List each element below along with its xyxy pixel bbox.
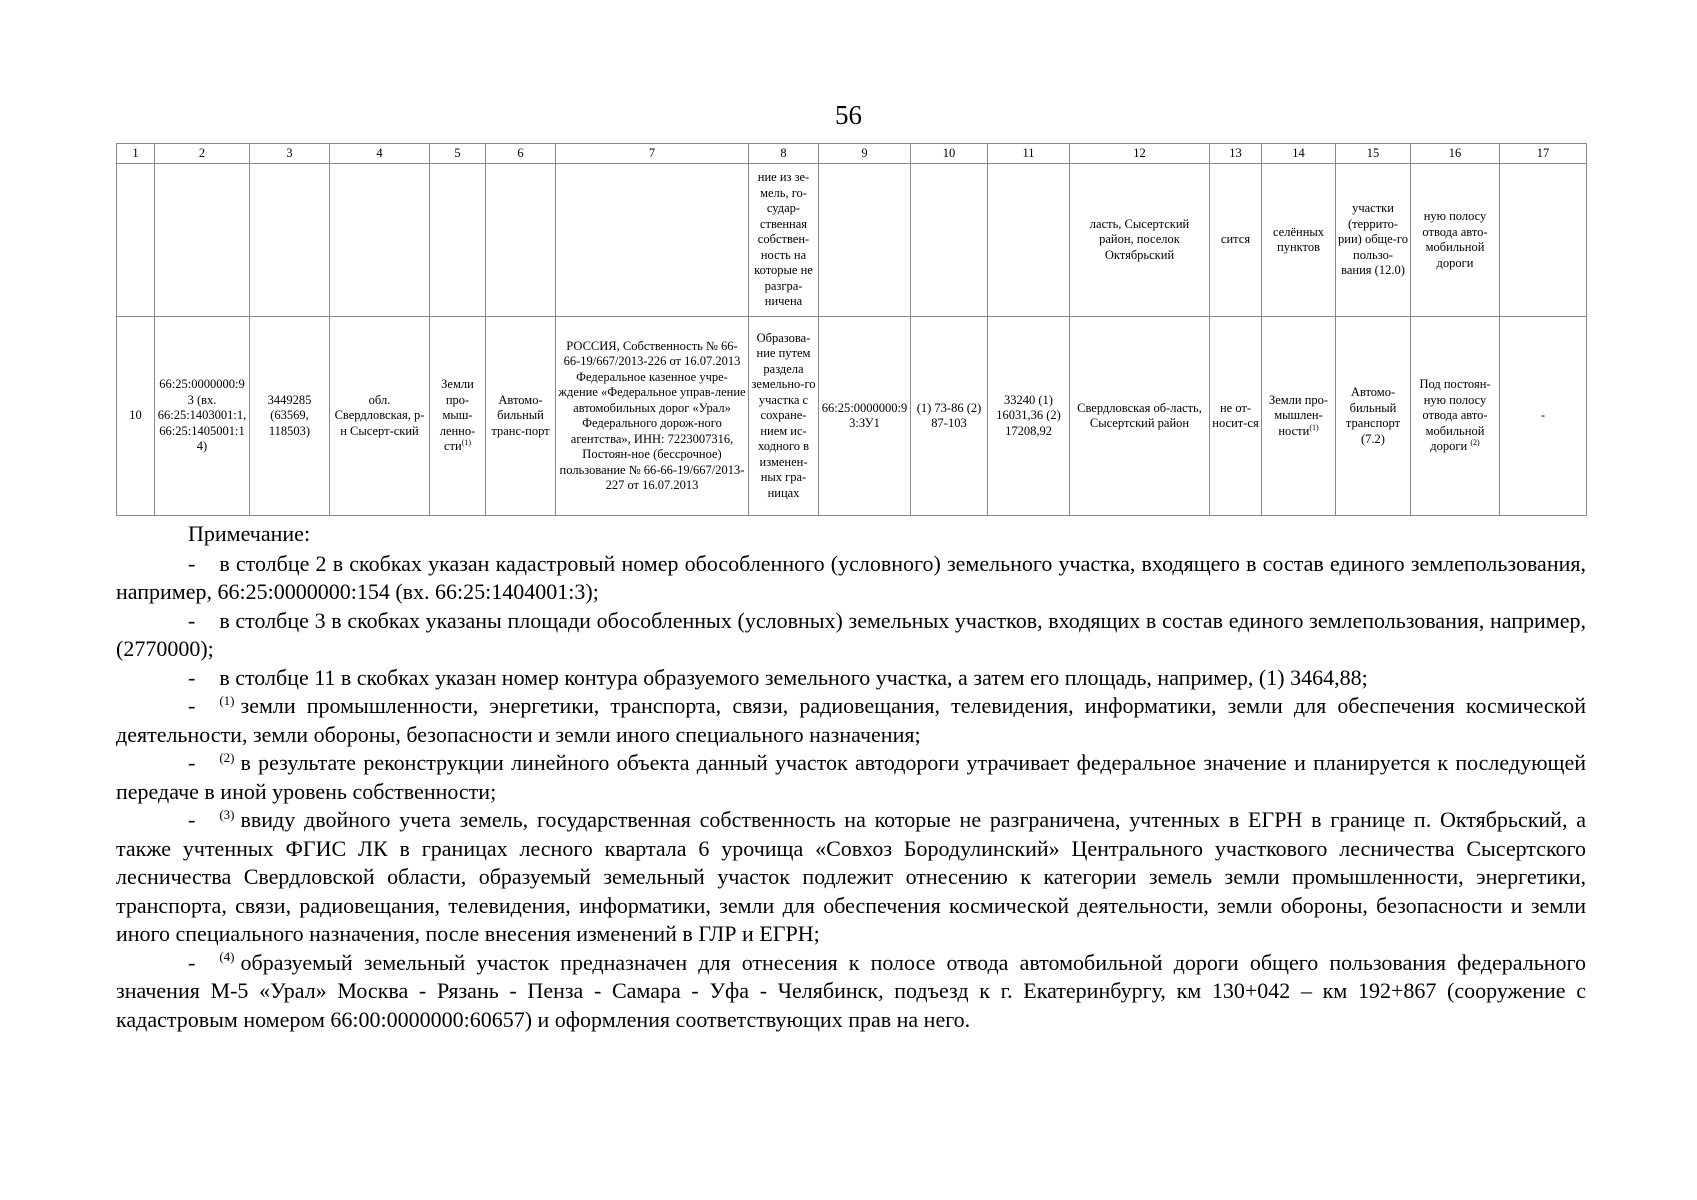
new-area-cell: 33240 (1) 16031,36 (2) 17208,92 [988, 317, 1070, 516]
note-item [116, 607, 1586, 664]
note-item [116, 664, 1586, 693]
column-number: 8 [749, 144, 819, 164]
column-number-row [117, 144, 1587, 164]
continuation-row [117, 164, 1587, 317]
footnote-mark: (1) [1309, 422, 1319, 432]
page-number: 56 [835, 100, 862, 130]
footnote-mark: (1) [219, 692, 235, 708]
land-plot-table [116, 143, 1587, 516]
table-cell [1500, 164, 1587, 317]
dash-marker: - [188, 664, 196, 690]
table-cell [556, 164, 749, 317]
column-number: 13 [1210, 144, 1262, 164]
column-number: 15 [1336, 144, 1411, 164]
footnote-mark: (4) [219, 949, 235, 965]
table-cell [988, 164, 1070, 317]
note-text: в столбце 2 в скобках указан кадастровый номер обособленного (условного) земельного участка, входящего в состав единого землепользования, например, 66:25:0000000:154 (вх. 66:25:1404001:3); [116, 550, 1586, 604]
column-number: 2 [155, 144, 250, 164]
dash-marker: - [188, 807, 196, 832]
cadastral-number-cell: 66:25:0000000:93 (вх. 66:25:1403001:1, 66:25:1405001:14) [155, 317, 250, 516]
footnote-mark: (3) [219, 806, 235, 822]
column-number: 7 [556, 144, 749, 164]
table-cell: - [1500, 317, 1587, 516]
table-cell: ние из зе-мель, го-судар-ственная собствен-ность на которые не разгра-ничена [749, 164, 819, 317]
note-item [116, 749, 1586, 806]
note-item [116, 806, 1586, 949]
table-cell [155, 164, 250, 317]
note-text: земли промышленности, энергетики, транспорта, связи, радиовещания, телевидения, информатики, земли для обеспечения космической деятельности, земли обороны, безопасности и земли иного специального назначения; [116, 693, 1586, 747]
table-cell: селённых пунктов [1262, 164, 1336, 317]
note-text: ввиду двойного учета земель, государственная собственность на которые не разграничена, учтенных в ЕГРН в границе п. Октябрьский, а также учтенных ФГИС ЛК в границах лесного квартала 6 урочища «Совхоз Бородулинский» Центрального участкового лесничества Сысертского лесничества Свердловской области, образуемый земельный участок подлежит отнесению к категории земель земли промышленности, энергетики, транспорта, связи, радиовещания, телевидения, информатики, земли для обеспечения космической деятельности, земли обороны, безопасности и земли иного специального назначения, после внесения изменений в ГЛР и ЕГРН; [116, 807, 1586, 946]
notes-title: Примечание: [188, 521, 311, 546]
column-number: 9 [819, 144, 911, 164]
footnote-mark: (2) [1470, 438, 1480, 448]
column-number: 1 [117, 144, 155, 164]
table-cell: не от-носит-ся [1210, 317, 1262, 516]
column-number: 10 [911, 144, 988, 164]
footnote-mark: (1) [461, 438, 472, 448]
table-cell: участки (террито-рии) обще-го пользо-вания (12.0) [1336, 164, 1411, 317]
column-number: 14 [1262, 144, 1336, 164]
new-permitted-use-cell: Автомо-бильный транспорт (7.2) [1336, 317, 1411, 516]
new-location-cell: Свердловская об-ласть, Сысертский район [1070, 317, 1210, 516]
points-cell: (1) 73-86 (2) 87-103 [911, 317, 988, 516]
row-number: 10 [117, 317, 155, 516]
table-cell [250, 164, 330, 317]
footnote-mark: (2) [219, 749, 235, 765]
rights-cell: РОССИЯ, Собственность № 66-66-19/667/2013-226 от 16.07.2013 Федеральное казенное учре-ждение «Федеральное управ-ление автомобильных дорог «Урал» Федерального дорож-ного агентства», ИНН: 7223007316, Постоян-ное (бессрочное) пользование № 66-66-19/667/2013-227 от 16.07.2013 [556, 317, 749, 516]
table-cell: ную полосу отвода авто-мобильной дороги [1411, 164, 1500, 317]
area-cell: 3449285 (63569, 118503) [250, 317, 330, 516]
note-item [116, 550, 1586, 607]
column-number: 6 [486, 144, 556, 164]
table-cell [911, 164, 988, 317]
land-category-text: Земли про-мыш-ленно-сти [439, 377, 476, 454]
table-cell [430, 164, 486, 317]
column-number: 16 [1411, 144, 1500, 164]
table-cell [330, 164, 430, 317]
note-text: образуемый земельный участок предназначен для отнесения к полосе отвода автомобильной дороги общего пользования федерального значения М-5 «Урал» Москва - Рязань - Пенза - Самара - Уфа - Челябинск, подъезд к г. Екатеринбургу, км 130+042 – км 192+867 (сооружение с кадастровым номером 66:00:0000000:60657) и оформления соответствующих прав на него. [116, 949, 1586, 1032]
note-text: в результате реконструкции линейного объекта данный участок автодороги утрачивает федеральное значение и планируется к последующей передаче в иной уровень собственности; [116, 750, 1586, 804]
notes-section [116, 520, 1586, 1034]
dash-marker: - [188, 693, 196, 718]
column-number: 17 [1500, 144, 1587, 164]
dash-marker: - [188, 750, 196, 775]
dash-marker: - [188, 550, 196, 576]
dash-marker: - [188, 949, 196, 975]
note-item [116, 949, 1586, 1035]
permitted-use-cell: Автомо-бильный транс-порт [486, 317, 556, 516]
land-category-cell [430, 317, 486, 516]
location-cell: обл. Свердловская, р-н Сысерт-ский [330, 317, 430, 516]
note-text: в столбце 11 в скобках указан номер контура образуемого земельного участка, а затем его площадь, например, (1) 3464,88; [219, 664, 1368, 690]
purpose-text: Под постоян-ную полосу отвода авто-мобильной дороги [1419, 377, 1491, 454]
table-cell [819, 164, 911, 317]
column-number: 12 [1070, 144, 1210, 164]
table-cell [117, 164, 155, 317]
note-text: в столбце 3 в скобках указаны площади обособленных (условных) земельных участков, входящих в состав единого землепользования, например, (2770000); [116, 607, 1586, 661]
formation-method-cell: Образова-ние путем раздела земельно-го участка с сохране-нием ис-ходного в изменен-ных гра-ницах [749, 317, 819, 516]
dash-marker: - [188, 607, 196, 633]
column-number: 5 [430, 144, 486, 164]
table-row [117, 317, 1587, 516]
note-item [116, 692, 1586, 749]
new-plot-number-cell: 66:25:0000000:93:ЗУ1 [819, 317, 911, 516]
new-category-cell [1262, 317, 1336, 516]
column-number: 3 [250, 144, 330, 164]
column-number: 4 [330, 144, 430, 164]
column-number: 11 [988, 144, 1070, 164]
table-cell: ласть, Сысертский район, поселок Октябрьский [1070, 164, 1210, 317]
table-cell [486, 164, 556, 317]
table-cell: сится [1210, 164, 1262, 317]
purpose-cell [1411, 317, 1500, 516]
new-category-text: Земли про-мышлен-ности [1268, 392, 1329, 438]
